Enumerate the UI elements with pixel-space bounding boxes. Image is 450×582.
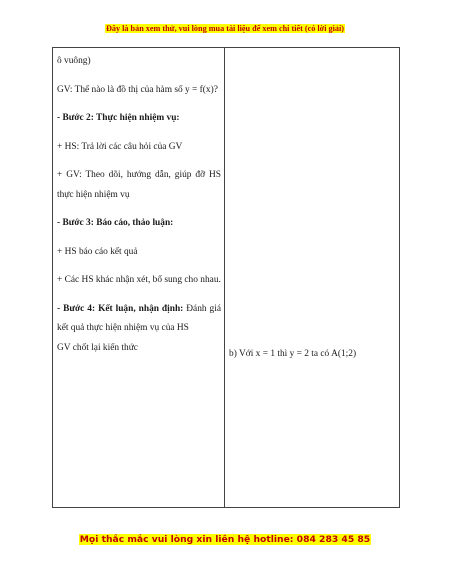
- answer-b: b) Với x = 1 thì y = 2 ta có A(1;2): [229, 349, 357, 359]
- student-task: + HS: Trả lời các câu hỏi của GV: [57, 141, 183, 152]
- teacher-question: GV: Thế nào là đồ thị của hàm số y = f(x)?: [57, 84, 218, 95]
- peer-feedback: + Các HS khác nhận xét, bổ sung cho nhau.: [57, 275, 221, 285]
- teacher-task: + GV: Theo dõi, hướng dẫn, giúp đỡ HS thực hiện nhiệm vụ: [57, 170, 221, 200]
- lesson-table: [52, 47, 400, 508]
- teacher-conclusion: GV chốt lại kiến thức: [57, 342, 138, 353]
- column-divider: [224, 48, 225, 507]
- hotline-text: Mọi thắc mắc vui lòng xin liên hệ hotline: 084 283 45 85: [79, 534, 371, 545]
- step-2-title: - Bước 2: Thực hiện nhiệm vụ:: [57, 113, 180, 123]
- student-report: + HS báo cáo kết quả: [57, 246, 138, 257]
- step-3-title: - Bước 3: Báo cáo, thảo luận:: [57, 218, 174, 228]
- continued-text: ô vuông): [57, 56, 91, 66]
- step-4-paragraph: [57, 300, 221, 339]
- step-4-title: - Bước 4: Kết luận, nhận định:: [57, 303, 184, 314]
- step-4-text: Đánh giá kết quả thực hiện nhiệm vụ của HS: [57, 303, 222, 333]
- hotline-banner: [0, 534, 450, 545]
- preview-notice-banner: [0, 24, 450, 33]
- activity-column: [57, 52, 221, 358]
- preview-notice-text: Đây là bản xem thử, vui lòng mua tài liệu để xem chi tiết (có lời giải): [105, 24, 344, 33]
